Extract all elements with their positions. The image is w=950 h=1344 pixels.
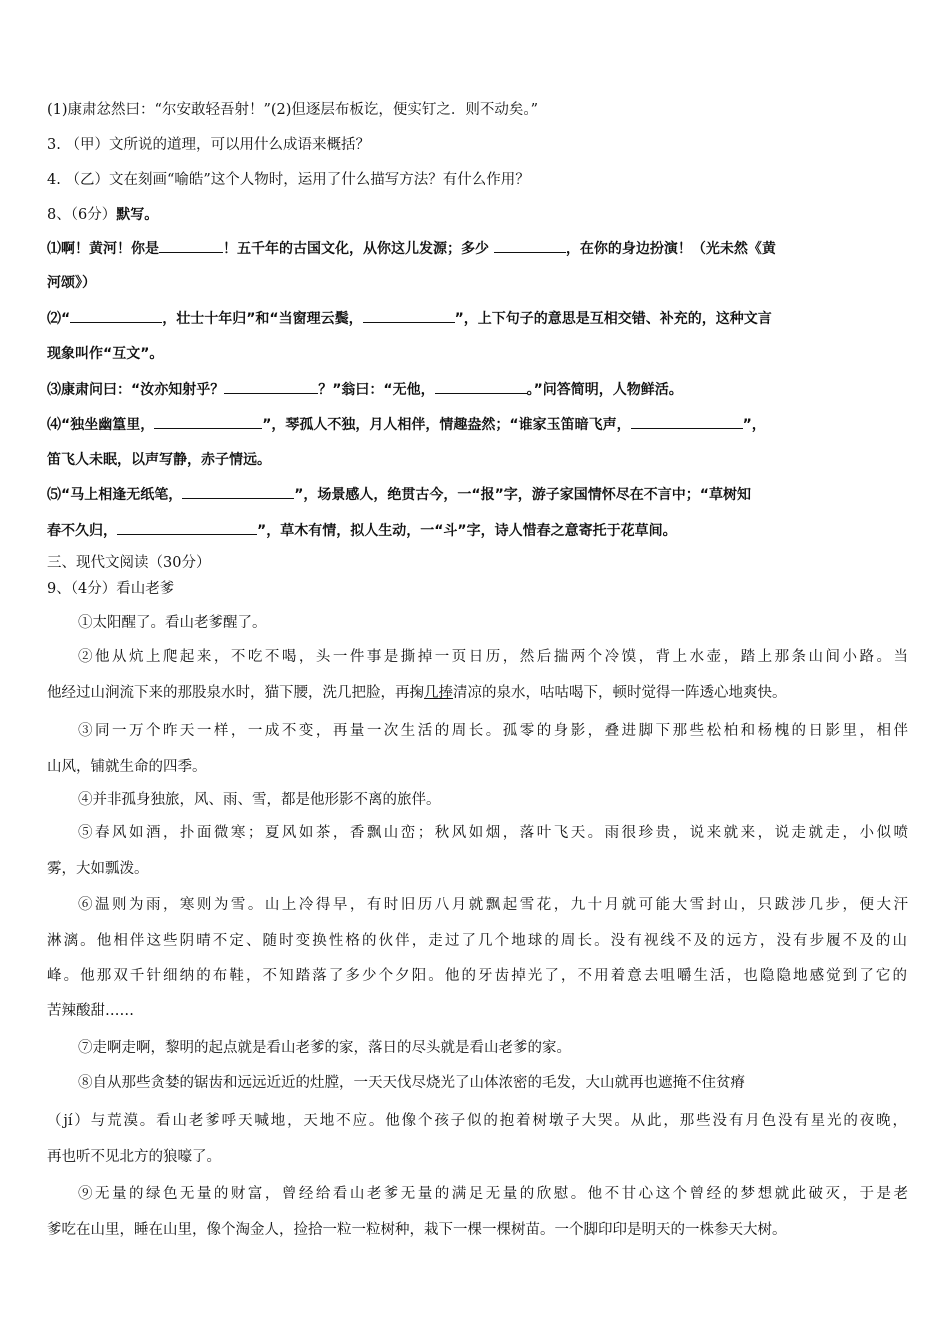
fill-blank[interactable] (70, 308, 162, 323)
text: 笛飞人未眠，以声写静，赤子情远。 (47, 452, 271, 468)
text: ？”翁曰：“无他， (318, 382, 435, 398)
q8-item-2-line2 (47, 344, 907, 364)
text: ⑴啊！黄河！你是 (47, 241, 159, 257)
text: ”，草木有情，拟人生动，一“斗”字，诗人惜春之意寄托于花草间。 (257, 523, 677, 539)
text: ③同一万个昨天一样，一成不变，再量一次生活的周长。孤零的身影，叠进脚下那些松柏和杨槐的日影里，相伴 (78, 723, 908, 739)
passage-para-3-line2 (47, 757, 907, 777)
text: ”，场景感人，绝贯古今，一“报”字，游子家国情怀尽在不言中；“草树知 (294, 487, 752, 503)
text: ⑷“独坐幽篁里， (47, 417, 155, 433)
text: ！五千年的古国文化，从你这儿发源；多少 (223, 241, 489, 257)
text: ⑥温则为雨，寒则为雪。山上冷得早，有时旧历八月就飘起雪花，九十月就可能大雪封山，只跋涉几步，便大汗 (78, 897, 908, 913)
passage-para-2-line1 (78, 647, 908, 667)
q8-item-4-line2 (47, 450, 907, 470)
text: 春不久归， (47, 523, 117, 539)
underlined-word: 几捧 (424, 685, 453, 701)
fill-blank[interactable] (435, 379, 527, 394)
text: 清凉的泉水，咕咕喝下，顿时觉得一阵透心地爽快。 (453, 685, 787, 701)
fill-blank[interactable] (494, 238, 566, 253)
passage-para-9-line1 (78, 1184, 908, 1204)
q8-item-4-line1 (47, 414, 907, 435)
text: ⑸“马上相逢无纸笔， (47, 487, 183, 503)
text: 河颂》） (47, 275, 96, 291)
text: ④并非孤身独旅，风、雨、雪，都是他形影不离的旅伴。 (78, 792, 441, 808)
passage-para-5-line2 (47, 859, 907, 879)
q8-item-5-line1 (47, 484, 907, 505)
text: 现象叫作“互文”。 (47, 346, 164, 362)
text: ②他从炕上爬起来，不吃不喝，头一件事是撕掉一页日历，然后揣两个冷馍，背上水壶，踏上那条山间小路。当 (78, 649, 908, 665)
question-number: 8、（6分） (47, 207, 117, 223)
text: ⑨无量的绿色无量的财富，曾经给看山老爹无量的满足无量的欣慰。他不甘心这个曾经的梦想就此破灭，于是老 (78, 1186, 908, 1202)
text: 3. （甲）文所说的道理，可以用什么成语来概括？ (47, 137, 370, 153)
text: 他经过山涧流下来的那股泉水时，猫下腰，洗几把脸，再掬 (47, 685, 424, 701)
text: 再也听不见北方的狼嚎了。 (47, 1149, 221, 1165)
passage-para-6-line4 (47, 1001, 907, 1021)
passage-para-9-line2 (47, 1220, 907, 1240)
text: ，壮士十年归”和“当窗理云鬓， (162, 311, 363, 327)
text: ”，上下句子的意思是互相交错、补充的，这种文言 (454, 311, 772, 327)
text: 爹吃在山里，睡在山里，像个淘金人，捡拾一粒一粒树种，栽下一棵一棵树苗。一个脚印印是明天的一株参天大树。 (47, 1222, 787, 1238)
text: ⑦走啊走啊，黎明的起点就是看山老爹的家，落日的尽头就是看山老爹的家。 (78, 1040, 571, 1056)
question-4 (47, 170, 907, 190)
question-title: 默写。 (116, 207, 159, 223)
fill-blank[interactable] (631, 414, 743, 429)
q8-item-5-line2 (47, 520, 907, 541)
passage-para-3-line1 (78, 721, 908, 741)
text: ①太阳醒了。看山老爹醒了。 (78, 615, 267, 631)
text: 山风，铺就生命的四季。 (47, 759, 207, 775)
prev-translation-line (47, 100, 907, 120)
q8-item-2-line1 (47, 308, 907, 329)
question-3 (47, 135, 907, 155)
question-9-title (47, 579, 907, 599)
fill-blank[interactable] (182, 484, 294, 499)
passage-para-8-line1 (78, 1073, 908, 1093)
passage-para-7 (78, 1038, 908, 1058)
passage-para-6-line2 (47, 931, 907, 951)
fill-blank[interactable] (363, 308, 455, 323)
text: （jí）与荒漠。看山老爹呼天喊地，天地不应。他像个孩子似的抱着树墩子大哭。从此，那些没有月色没有星光的夜晚， (47, 1113, 907, 1129)
text: (1)康肃忿然曰：“尔安敢轻吾射！”(2)但逐层布板讫，便实钉之．则不动矣。” (47, 102, 539, 118)
text: ⑵“ (47, 311, 71, 327)
passage-para-6-line1 (78, 895, 908, 915)
fill-blank[interactable] (224, 379, 318, 394)
text: 4. （乙）文在刻画“喻皓”这个人物时，运用了什么描写方法？有什么作用？ (47, 172, 530, 188)
passage-para-2-line2 (47, 683, 907, 703)
passage-para-1 (78, 613, 908, 633)
passage-para-5-line1 (78, 823, 908, 843)
text: 苦辣酸甜…… (47, 1003, 134, 1019)
text: ，在你的身边扮演！（光未然《黄 (565, 241, 776, 257)
passage-para-8-line2 (47, 1111, 907, 1131)
text: ”，琴孤人不独，月人相伴，情趣盎然；“谁家玉笛暗飞声， (262, 417, 631, 433)
text: 峰。他那双千针细纳的布鞋，不知踏落了多少个夕阳。他的牙齿掉光了，不用着意去咀嚼生活，也隐隐地感觉到了它的 (47, 968, 907, 984)
text: 三、现代文阅读（30分） (47, 555, 211, 571)
fill-blank[interactable] (154, 414, 262, 429)
text: ”， (742, 417, 766, 433)
passage-para-4 (78, 790, 908, 810)
text: 淋漓。他相伴这些阴晴不定、随时变换性格的伙伴，走过了几个地球的周长。没有视线不及的远方，没有步履不及的山 (47, 933, 907, 949)
q8-item-1-line2 (47, 273, 907, 293)
passage-para-8-line3 (47, 1147, 907, 1167)
question-8-heading (47, 205, 907, 225)
fill-blank[interactable] (159, 238, 223, 253)
passage-para-6-line3 (47, 966, 907, 986)
text: 9、（4分）看山老爹 (47, 581, 175, 597)
fill-blank[interactable] (117, 520, 257, 535)
q8-item-1-line1 (47, 238, 907, 259)
text: ⑧自从那些贪婪的锯齿和远远近近的灶膛，一天天伐尽烧光了山体浓密的毛发，大山就再也遮掩不住贫瘠 (78, 1075, 745, 1091)
q8-item-3 (47, 379, 907, 400)
text: 雾，大如瓢泼。 (47, 861, 149, 877)
section-3-heading (47, 553, 907, 573)
text: ⑤春风如酒，扑面微寒；夏风如茶，香飘山峦；秋风如烟，落叶飞天。雨很珍贵，说来就来，说走就走，小似喷 (78, 825, 908, 841)
text: ⑶康肃问曰：“汝亦知射乎？ (47, 382, 225, 398)
text: 。”问答简明，人物鲜活。 (526, 382, 683, 398)
